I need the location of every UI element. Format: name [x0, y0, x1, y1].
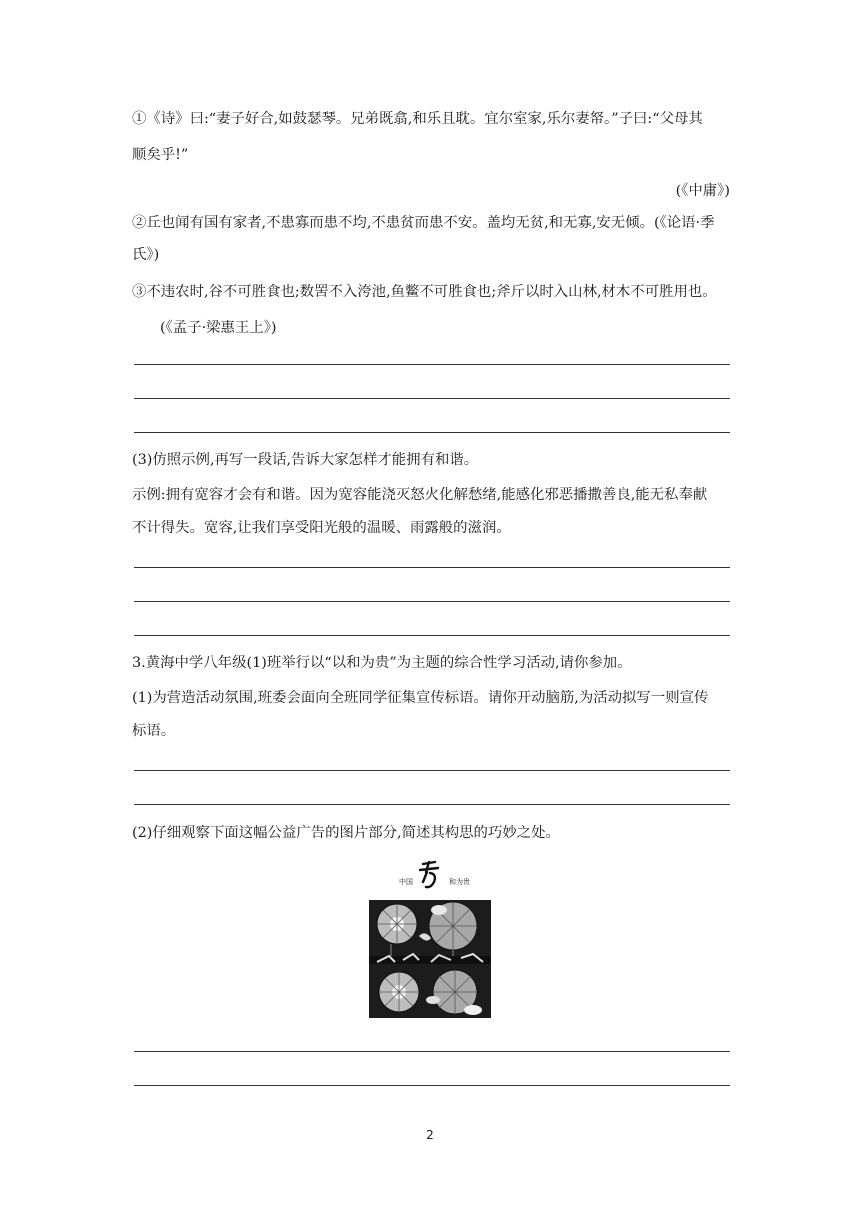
- question-3-1-line-1: (1)为营造活动氛围,班委会面向全班同学征集宣传标语。请你开动脑筋,为活动拟写一则宣传: [132, 690, 709, 706]
- ad-right-text: 和为贵: [449, 878, 470, 886]
- lotus-picture: [369, 900, 491, 1018]
- page-number: 2: [426, 1128, 434, 1142]
- question-2-3-prompt: (3)仿照示例,再写一段话,告诉大家怎样才能拥有和谐。: [132, 452, 479, 468]
- answer-line[interactable]: [134, 432, 730, 433]
- calligraphy-he-icon: [417, 860, 443, 890]
- answer-line[interactable]: [134, 601, 730, 602]
- answer-line[interactable]: [134, 398, 730, 399]
- example-line-2: 不计得失。宽容,让我们享受阳光般的温暖、雨露般的滋润。: [132, 520, 511, 536]
- question-3-title: 3.黄海中学八年级(1)班举行以“以和为贵”为主题的综合性学习活动,请你参加。: [132, 655, 632, 671]
- answer-line[interactable]: [134, 1085, 730, 1086]
- answer-line[interactable]: [134, 1051, 730, 1052]
- answer-line[interactable]: [134, 635, 730, 636]
- passage-2-line-1: ②丘也闻有国有家者,不患寡而患不均,不患贫而患不安。盖均无贫,和无寡,安无倾。(《论语·季: [132, 215, 715, 231]
- passage-2-line-2: 氏》): [132, 247, 160, 263]
- answer-line[interactable]: [134, 364, 730, 365]
- answer-line[interactable]: [134, 770, 730, 771]
- passage-1-line-1: ①《诗》曰:“妻子好合,如鼓瑟琴。兄弟既翕,和乐且耽。宜尔室家,乐尔妻帑。”子曰:“父母其: [132, 111, 703, 127]
- answer-line[interactable]: [134, 567, 730, 568]
- passage-3-line-1: ③不违农时,谷不可胜食也;数罟不入洿池,鱼鳖不可胜食也;斧斤以时入山林,材木不可胜用也。: [132, 284, 717, 300]
- passage-1-source: (《中庸》): [675, 183, 730, 199]
- answer-line[interactable]: [134, 804, 730, 805]
- question-3-1-line-2: 标语。: [132, 723, 176, 739]
- question-3-2-prompt: (2)仔细观察下面这幅公益广告的图片部分,简述其构思的巧妙之处。: [132, 825, 560, 841]
- passage-3-source: (《孟子·梁惠王上》): [160, 320, 277, 336]
- ad-left-text: 中国: [399, 878, 413, 886]
- example-line-1: 示例:拥有宽容才会有和谐。因为宽容能浇灭怒火化解愁绪,能感化邪恶播撒善良,能无私奉献: [132, 487, 708, 503]
- passage-1-line-2: 顺矣乎!”: [132, 147, 189, 163]
- ad-header: [369, 860, 491, 896]
- public-service-ad: [369, 860, 491, 1020]
